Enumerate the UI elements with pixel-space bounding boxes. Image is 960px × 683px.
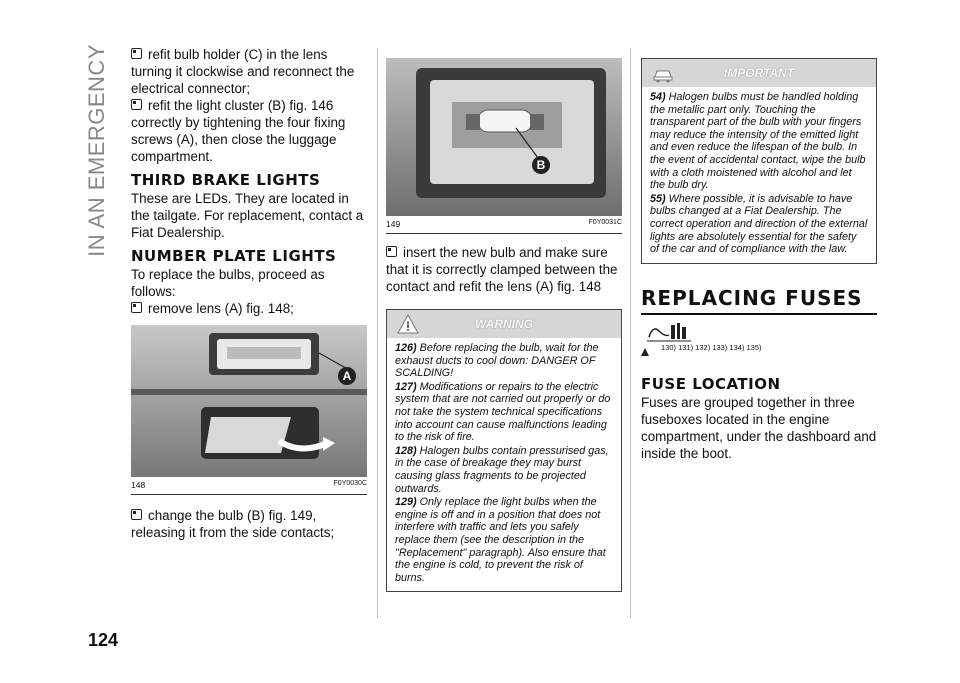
paragraph: Fuses are grouped together in three fuseboxes located in the engine compartment, under the dashboard and inside the boot. <box>641 394 877 461</box>
car-alert-icon <box>652 63 674 83</box>
bullet-item: refit the light cluster (B) fig. 146 correctly by tightening the four fixing screws (A), then close the luggage compartment. <box>131 98 346 164</box>
heading-number-plate-lights: NUMBER PLATE LIGHTS <box>131 247 337 265</box>
warning-triangle-icon <box>397 314 419 334</box>
warning-header <box>387 310 621 338</box>
warning-box <box>386 309 622 592</box>
section-side-title <box>84 44 110 304</box>
figure-number: 149 <box>386 219 401 229</box>
callout-label-a: A <box>338 367 356 385</box>
heading-third-brake-lights: THIRD BRAKE LIGHTS <box>131 171 321 189</box>
bullet-icon <box>386 246 397 257</box>
warning-item: 126) Before replacing the bulb, wait for the exhaust ducts to cool down: DANGER OF SCALDING! <box>395 342 599 380</box>
heading-replacing-fuses: REPLACING FUSES <box>641 286 877 315</box>
warning-item: 127) Modifications or repairs to the electric system that are not carried out properly or do not take the system technical specifications into account can cause malfunctions leading to the risk of fire. <box>395 380 611 444</box>
figure-caption <box>386 219 622 234</box>
important-box <box>641 58 877 264</box>
important-item: 55) Where possible, it is advisable to have bulbs changed at a Fiat Dealership. The correct operation and direction of the external lights are absolutely essential for the safety of the car and of compliance with the law. <box>650 192 868 256</box>
column-3 <box>641 46 877 462</box>
fuse-tools-icon <box>647 321 691 343</box>
figure-code: F0Y0031C <box>588 219 622 226</box>
reference-row <box>641 321 877 355</box>
important-title: IMPORTANT <box>723 66 795 80</box>
bullet-icon <box>131 99 142 110</box>
column-2 <box>386 46 622 592</box>
figure-number: 148 <box>131 480 146 490</box>
callout-label-b: B <box>532 156 550 174</box>
bulb-holder-illustration <box>386 58 622 216</box>
figure-149-image <box>386 58 622 216</box>
bullet-icon <box>131 48 142 59</box>
side-title-text: IN AN EMERGENCY <box>84 44 109 257</box>
figure-code: F0Y0030C <box>333 480 367 487</box>
warning-title: WARNING <box>475 317 533 331</box>
important-body <box>642 87 876 263</box>
bullet-icon <box>131 302 142 313</box>
number-plate-light-illustration <box>131 325 367 477</box>
warning-item: 129) Only replace the light bulbs when the engine is off and in a position that does not interfere with traffic and lets you safely replace them (see the description in the "Replacement" paragraph). Also ensure that the engine is cold, to prevent the risk of burns. <box>395 496 606 584</box>
bullet-item: insert the new bulb and make sure that it is correctly clamped between the contact and refit the lens (A) fig. 148 <box>386 245 618 294</box>
figure-caption <box>131 480 367 495</box>
figure-148-image <box>131 325 367 477</box>
warning-item: 128) Halogen bulbs contain pressurised gas, in the case of breakage they may burst causing glass fragments to be projected outwards. <box>395 444 609 495</box>
paragraph: These are LEDs. They are located in the tailgate. For replacement, contact a Fiat Dealership. <box>131 191 364 240</box>
column-divider <box>377 48 378 618</box>
bullet-item: remove lens (A) fig. 148; <box>131 300 367 317</box>
bullet-icon <box>131 509 142 520</box>
heading-fuse-location: FUSE LOCATION <box>641 374 781 393</box>
bullet-item: change the bulb (B) fig. 149, releasing it from the side contacts; <box>131 508 335 540</box>
warning-references: 130) 131) 132) 133) 134) 135) <box>661 342 762 352</box>
page-number: 124 <box>88 630 119 650</box>
column-1 <box>131 46 367 541</box>
column-divider <box>630 48 631 618</box>
important-header <box>642 59 876 87</box>
paragraph: To replace the bulbs, proceed as follows: <box>131 267 325 299</box>
bullet-item: refit bulb holder (C) in the lens turning it clockwise and reconnect the electrical connector; <box>131 47 355 96</box>
warning-small-icon <box>641 343 649 351</box>
warning-body <box>387 338 621 591</box>
important-item: 54) Halogen bulbs must be handled holding the metallic part only. Touching the transparent part of the bulb with your fingers may reduce the intensity of the emitted light and even reduce the lifespan of the bulb. In the event of accidental contact, wipe the bulb with a cloth moistened with alcohol and let the bulb dry. <box>650 91 866 192</box>
